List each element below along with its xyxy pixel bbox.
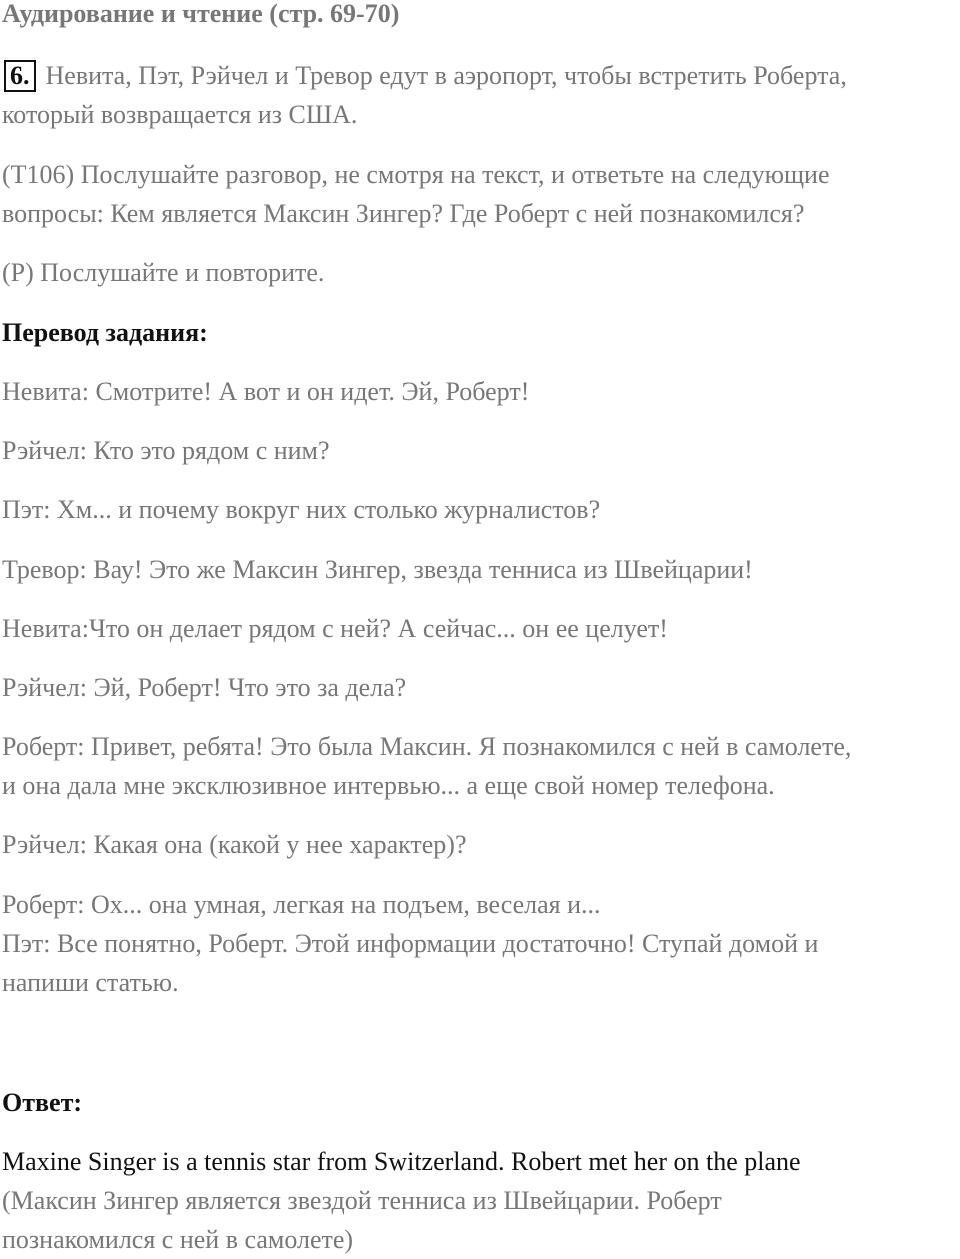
- dialogue-rachel-question: Рэйчел: Какая она (какой у нее характер)?: [2, 830, 467, 859]
- dialogue-line-5: Невита:Что он делает рядом с ней? А сейчас... он ее целует!: [2, 614, 668, 643]
- listening-instructions: [2, 155, 960, 233]
- answer-russian-line-2: познакомился с ней в самолете): [2, 1225, 354, 1254]
- task-intro-line-2: который возвращается из США.: [2, 100, 358, 129]
- dialogue-robert-line-1: Роберт: Привет, ребята! Это была Максин. Я познакомился с ней в самолете,: [2, 732, 852, 761]
- dialogue-line-4: Тревор: Вау! Это же Максин Зингер, звезда тенниса из Швейцарии!: [2, 555, 753, 584]
- dialogue-line-3: Пэт: Хм... и почему вокруг них столько журналистов?: [2, 495, 601, 524]
- dialogue-final: [2, 885, 960, 1002]
- dialogue-line-6: Рэйчел: Эй, Роберт! Что это за дела?: [2, 673, 407, 702]
- listening-line-1: (T106) Послушайте разговор, не смотря на текст, и ответьте на следующие: [2, 160, 830, 189]
- dialogue-robert-line-2: и она дала мне эксклюзивное интервью... а еще свой номер телефона.: [2, 771, 775, 800]
- section-title: Аудирование и чтение (стр. 69-70): [2, 0, 400, 28]
- task-intro: [2, 56, 960, 134]
- dialogue-final-line-3: напиши статью.: [2, 968, 179, 997]
- listening-line-2: вопросы: Кем является Максин Зингер? Где Роберт с ней познакомился?: [2, 199, 805, 228]
- task-intro-line-1: 6. Невита, Пэт, Рэйчел и Тревор едут в аэропорт, чтобы встретить Роберта,: [2, 56, 960, 95]
- answer-english: Maxine Singer is a tennis star from Switzerland. Robert met her on the plane: [2, 1147, 801, 1176]
- dialogue-line-1: Невита: Смотрите! А вот и он идет. Эй, Роберт!: [2, 377, 530, 406]
- answer-russian-line-1: (Максин Зингер является звездой тенниса из Швейцарии. Роберт: [2, 1186, 722, 1215]
- repeat-instruction: (P) Послушайте и повторите.: [2, 258, 325, 287]
- translation-heading: Перевод задания:: [2, 318, 208, 347]
- dialogue-final-line-2: Пэт: Все понятно, Роберт. Этой информации достаточно! Ступай домой и: [2, 929, 819, 958]
- dialogue-line-2: Рэйчел: Кто это рядом с ним?: [2, 436, 330, 465]
- answer-block: [2, 1142, 960, 1259]
- dialogue-robert: [2, 727, 960, 805]
- task-number-badge: 6.: [4, 60, 36, 92]
- dialogue-final-line-1: Роберт: Ох... она умная, легкая на подъем, веселая и...: [2, 890, 601, 919]
- answer-heading: Ответ:: [2, 1088, 83, 1117]
